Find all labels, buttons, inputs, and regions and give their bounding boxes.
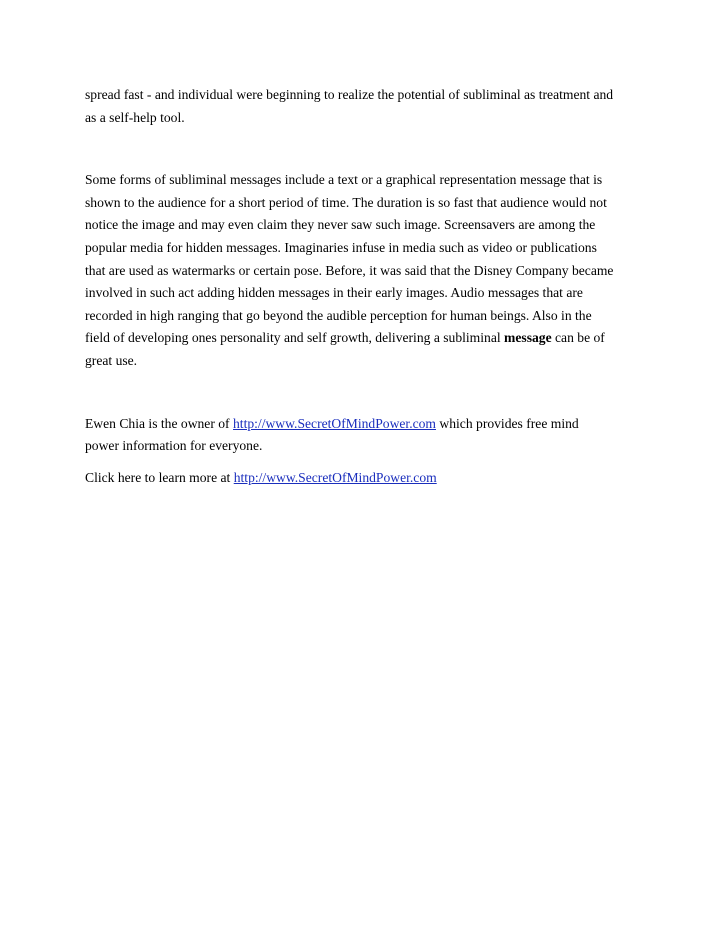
paragraph-2-line-7: recorded in high ranging that go beyond the audible perception for human beings. Also in the: [85, 307, 592, 323]
document-body: [85, 84, 645, 489]
paragraph-3-line-1: [85, 413, 645, 436]
learn-more-link[interactable]: http://www.SecretOfMindPower.com: [233, 469, 437, 485]
bold-keyword-message: message: [504, 330, 552, 346]
author-intro-text: Ewen Chia is the owner of: [85, 415, 233, 431]
paragraph-2-line-9: great use.: [85, 352, 138, 368]
paragraph-2-line-4: popular media for hidden messages. Imaginaries infuse in media such as video or publications: [85, 239, 597, 255]
paragraph-3-line-2: power information for everyone.: [85, 438, 263, 454]
secretofmindpower-link[interactable]: http://www.SecretOfMindPower.com: [233, 415, 436, 431]
paragraph-4: [85, 467, 645, 490]
paragraph-3: [85, 413, 645, 458]
paragraph-spacer: [85, 458, 645, 467]
paragraph-1-line-1: spread fast - and individual were beginning to realize the potential of subliminal as treatment and: [85, 87, 614, 102]
paragraph-spacer: [85, 129, 645, 169]
paragraph-2-line-8-text: field of developing ones personality and self growth, delivering a subliminal: [85, 330, 505, 346]
paragraph-2-line-1: Some forms of subliminal messages include a text or a graphical representation message that is: [85, 172, 603, 188]
paragraph-2-line-8-tail: can be of: [551, 330, 605, 346]
learn-more-text: Click here to learn more at: [85, 469, 234, 485]
paragraph-4-line-1: [85, 467, 645, 490]
paragraph-1: [85, 84, 645, 129]
paragraph-2-line-3: notice the image and may even claim they never saw such image. Screensavers are among the: [85, 217, 596, 233]
paragraph-1-line-2: as a self-help tool.: [85, 109, 185, 125]
paragraph-2-line-8: [85, 327, 645, 350]
paragraph-spacer: [85, 373, 645, 413]
paragraph-2: [85, 169, 645, 372]
paragraph-2-line-2: shown to the audience for a short period of time. The duration is so fast that audience would not: [85, 194, 607, 210]
paragraph-2-line-6: involved in such act adding hidden messages in their early images. Audio messages that are: [85, 285, 583, 301]
paragraph-2-line-5: that are used as watermarks or certain pose. Before, it was said that the Disney Company became: [85, 262, 614, 278]
author-intro-tail: which provides free mind: [436, 415, 579, 431]
